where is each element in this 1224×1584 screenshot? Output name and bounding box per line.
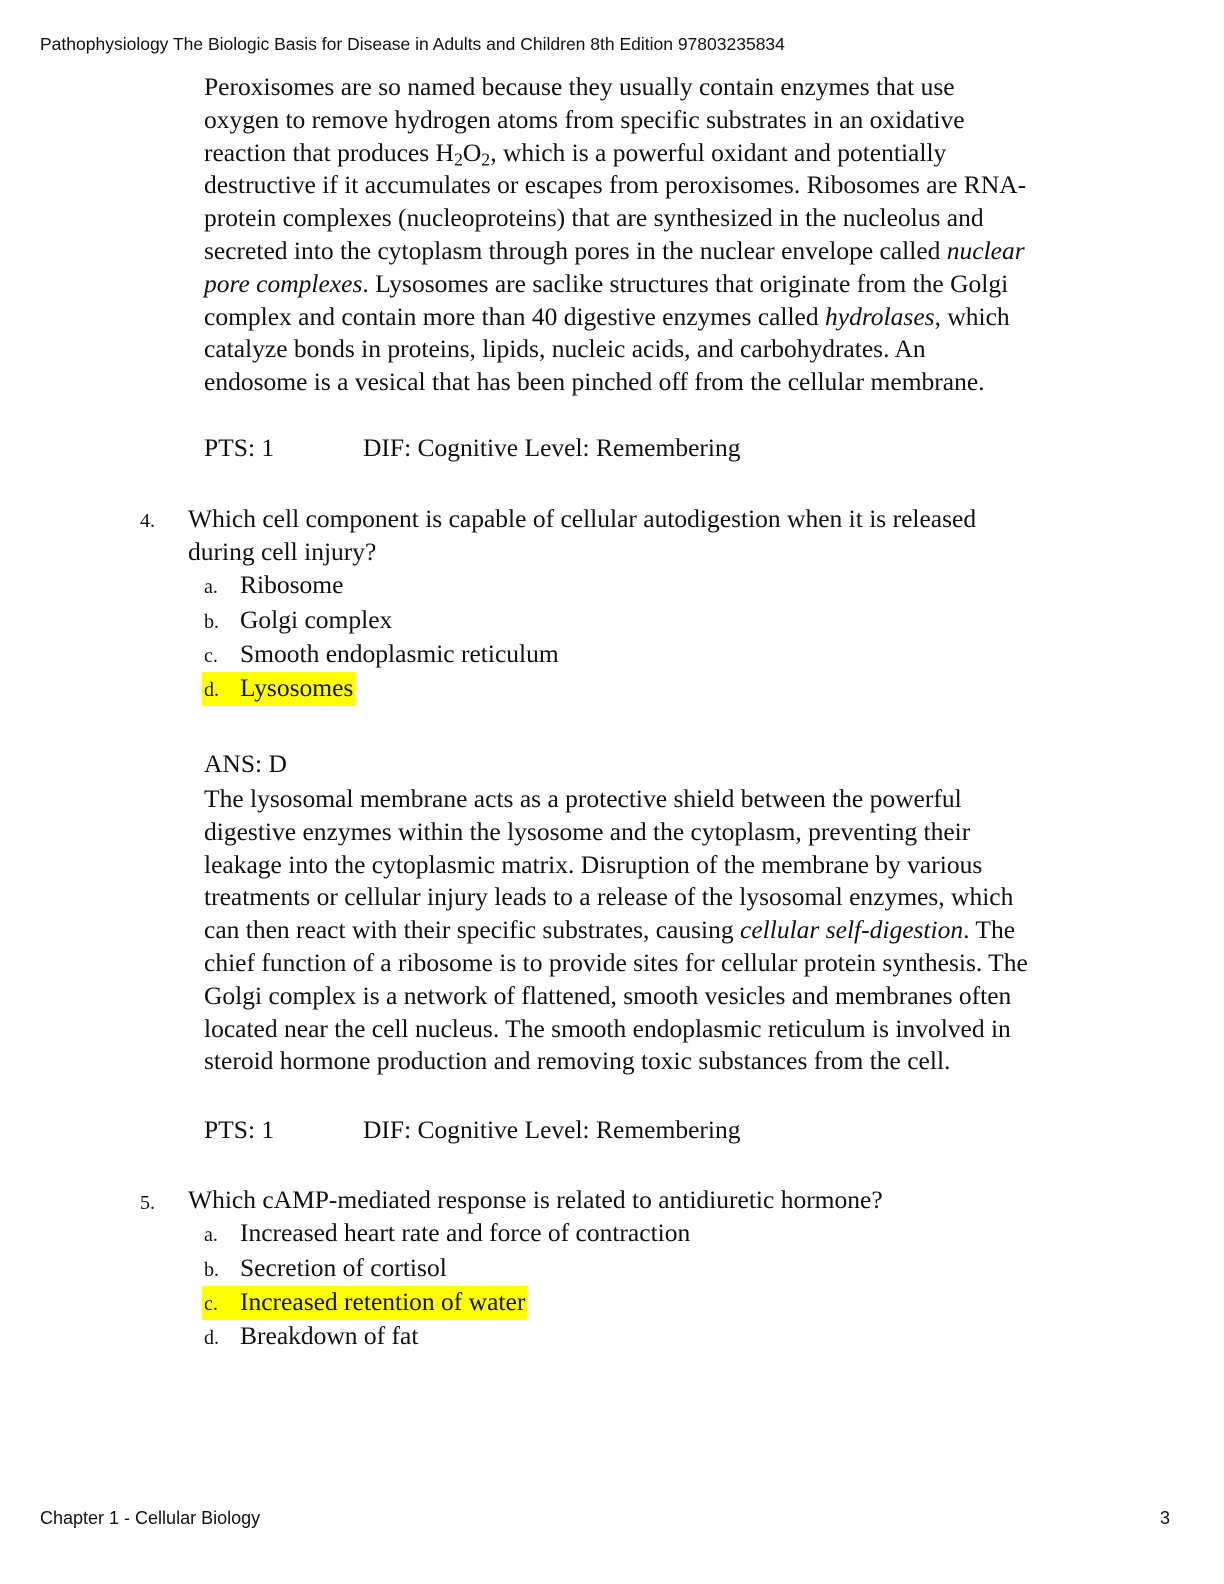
question-metadata: [204, 1115, 741, 1145]
question-number: 5.: [140, 1192, 155, 1214]
intro-line: pore complexes. Lysosomes are saclike structures that originate from the Golgi: [204, 268, 1009, 298]
question-stem: Which cAMP-mediated response is related to antidiuretic hormone?: [188, 1185, 883, 1214]
intro-line: oxygen to remove hydrogen atoms from specific substrates in an oxidative: [204, 104, 965, 134]
answer-key: ANS: D: [204, 749, 287, 778]
intro-line: destructive if it accumulates or escapes from peroxisomes. Ribosomes are RNA-: [204, 170, 1027, 200]
points-label: PTS: 1: [204, 433, 275, 462]
page-number: 3: [1159, 1508, 1170, 1528]
choice-c-highlighted: c. Increased retention of water: [202, 1286, 527, 1320]
choice-b: b. Golgi complex: [204, 605, 393, 634]
intro-paragraph: [204, 71, 1109, 399]
intro-line: reaction that produces $H_2O_2$, which is a powerful oxidant and potentially: [204, 137, 947, 170]
choice-b: b. Secretion of cortisol: [204, 1253, 447, 1282]
intro-line: complex and contain more than 40 digestive enzymes called hydrolases, which: [204, 301, 1010, 331]
intro-line: secreted into the cytoplasm through pores in the nuclear envelope called nuclear: [204, 235, 1025, 265]
intro-line: endosome is a vesical that has been pinched off from the cellular membrane.: [204, 367, 985, 397]
question-stem: Which cell component is capable of cellular autodigestion when it is released during cell injury?: [188, 504, 977, 566]
choice-d-highlighted: d. Lysosomes: [202, 672, 355, 706]
page-header-title: Pathophysiology The Biologic Basis for Disease in Adults and Children 8th Edition 97803235834: [40, 34, 785, 54]
question-number: 4.: [140, 510, 155, 532]
intro-line: Peroxisomes are so named because they usually contain enzymes that use: [204, 72, 955, 101]
choice-a: a. Ribosome: [204, 570, 344, 599]
points-label: PTS: 1: [204, 1115, 275, 1144]
choice-a: a. Increased heart rate and force of contraction: [204, 1218, 691, 1247]
choice-c: c. Smooth endoplasmic reticulum: [204, 639, 559, 668]
difficulty-label: DIF: Cognitive Level: Remembering: [363, 1115, 741, 1144]
difficulty-label: DIF: Cognitive Level: Remembering: [363, 433, 741, 462]
footer-chapter: Chapter 1 - Cellular Biology: [40, 1508, 261, 1528]
choice-d: d. Breakdown of fat: [204, 1321, 419, 1350]
question-metadata: [204, 433, 741, 463]
intro-line: catalyze bonds in proteins, lipids, nucleic acids, and carbohydrates. An: [204, 334, 926, 364]
intro-line: protein complexes (nucleoproteins) that are synthesized in the nucleolus and: [204, 203, 984, 233]
rationale-paragraph: The lysosomal membrane acts as a protective shield between the powerful digestive enzymes within the lysosome and the cytoplasm, preventing their leakage into the cytoplasmic matrix. Disruption of the membrane by various treatments or cellular injury leads to a release of the lysosomal enzymes, which can then react with their specific substrates, causing cellular self-digestion. The chief function of a ribosome is to provide sites for cellular protein synthesis. The Golgi complex is a network of flattened, smooth vesicles and membranes often located near the cell nucleus. The smooth endoplasmic reticulum is involved in steroid hormone production and removing toxic substances from the cell.: [204, 784, 1028, 1076]
